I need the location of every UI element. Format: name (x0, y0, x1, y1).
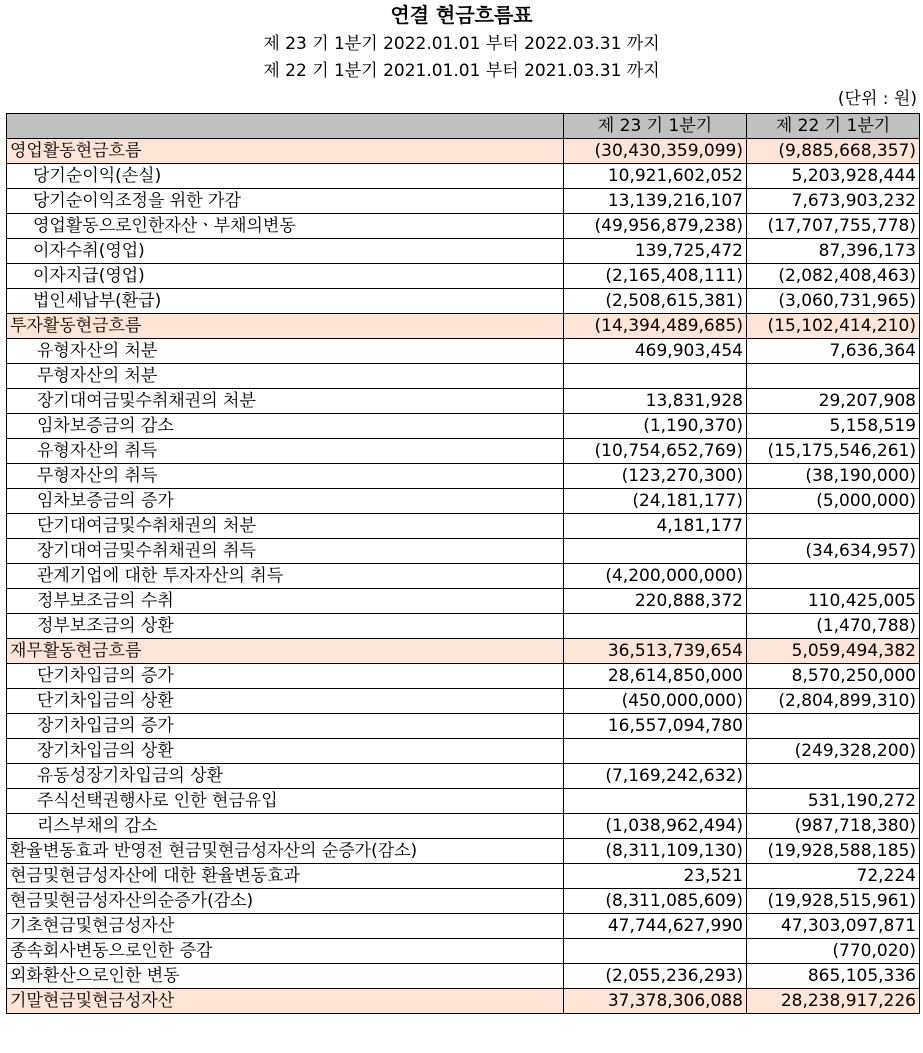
current-period-value: (8,311,085,609) (564, 889, 747, 914)
prior-period-value: (15,175,546,261) (747, 439, 920, 464)
row-label: 단기차입금의 증가 (7, 664, 564, 689)
prior-period-value: (2,082,408,463) (747, 264, 920, 289)
current-period-value (564, 739, 747, 764)
table-row (7, 589, 920, 614)
table-row (7, 814, 920, 839)
table-row (7, 539, 920, 564)
current-period-value: 36,513,739,654 (564, 639, 747, 664)
current-period-value: (450,000,000) (564, 689, 747, 714)
row-label: 기말현금및현금성자산 (7, 989, 564, 1014)
prior-period-value: (3,060,731,965) (747, 289, 920, 314)
current-period-value: 469,903,454 (564, 339, 747, 364)
prior-period-value: 8,570,250,000 (747, 664, 920, 689)
row-label: 임차보증금의 감소 (7, 414, 564, 439)
row-label: 영업활동으로인한자산ㆍ부채의변동 (7, 214, 564, 239)
statement-title: 연결 현금흐름표 (390, 3, 533, 27)
row-label: 유형자산의 처분 (7, 339, 564, 364)
row-label: 영업활동현금흐름 (7, 139, 564, 164)
current-period-value: (24,181,177) (564, 489, 747, 514)
prior-period-value: (19,928,588,185) (747, 839, 920, 864)
header-label-cell (7, 114, 564, 139)
current-period-value: (2,165,408,111) (564, 264, 747, 289)
current-period-value: (10,754,652,769) (564, 439, 747, 464)
table-row (7, 389, 920, 414)
current-period-value: (49,956,879,238) (564, 214, 747, 239)
prior-period-value: (15,102,414,210) (747, 314, 920, 339)
cash-flow-table (6, 113, 920, 1014)
table-row (7, 314, 920, 339)
prior-period-value: (249,328,200) (747, 739, 920, 764)
row-label: 장기대여금및수취채권의 처분 (7, 389, 564, 414)
table-row (7, 139, 920, 164)
current-period-value (564, 614, 747, 639)
row-label: 장기차입금의 증가 (7, 714, 564, 739)
table-row (7, 214, 920, 239)
period-current: 제 23 기 1분기 2022.01.01 부터 2022.03.31 까지 (263, 34, 660, 54)
current-period-value: (123,270,300) (564, 464, 747, 489)
table-row (7, 964, 920, 989)
row-label: 임차보증금의 증가 (7, 489, 564, 514)
current-period-value: 13,831,928 (564, 389, 747, 414)
current-period-value: (2,055,236,293) (564, 964, 747, 989)
row-label: 정부보조금의 수취 (7, 589, 564, 614)
prior-period-value: (19,928,515,961) (747, 889, 920, 914)
current-period-value (564, 364, 747, 389)
table-row (7, 339, 920, 364)
current-period-value: 28,614,850,000 (564, 664, 747, 689)
prior-period-value: (5,000,000) (747, 489, 920, 514)
current-period-value: (2,508,615,381) (564, 289, 747, 314)
row-label: 무형자산의 취득 (7, 464, 564, 489)
row-label: 환율변동효과 반영전 현금및현금성자산의 순증가(감소) (7, 839, 564, 864)
prior-period-value (747, 364, 920, 389)
table-row (7, 564, 920, 589)
table-row (7, 414, 920, 439)
current-period-value: 13,139,216,107 (564, 189, 747, 214)
prior-period-value: (9,885,668,357) (747, 139, 920, 164)
current-period-value (564, 539, 747, 564)
table-row (7, 989, 920, 1014)
current-period-value: 10,921,602,052 (564, 164, 747, 189)
table-row (7, 939, 920, 964)
prior-period-value: (38,190,000) (747, 464, 920, 489)
table-row (7, 714, 920, 739)
table-header-row (7, 114, 920, 139)
prior-period-value (747, 514, 920, 539)
prior-period-value: 7,673,903,232 (747, 189, 920, 214)
prior-period-value: 7,636,364 (747, 339, 920, 364)
table-row (7, 864, 920, 889)
table-row (7, 364, 920, 389)
prior-period-value (747, 714, 920, 739)
table-row (7, 914, 920, 939)
table-row (7, 489, 920, 514)
row-label: 단기차입금의 상환 (7, 689, 564, 714)
table-row (7, 264, 920, 289)
row-label: 정부보조금의 상환 (7, 614, 564, 639)
header-prior-period: 제 22 기 1분기 (747, 114, 920, 139)
current-period-value: (7,169,242,632) (564, 764, 747, 789)
table-row (7, 689, 920, 714)
row-label: 이자수취(영업) (7, 239, 564, 264)
current-period-value: (4,200,000,000) (564, 564, 747, 589)
row-label: 종속회사변동으로인한 증감 (7, 939, 564, 964)
row-label: 유형자산의 취득 (7, 439, 564, 464)
row-label: 리스부채의 감소 (7, 814, 564, 839)
table-row (7, 889, 920, 914)
prior-period-value: (770,020) (747, 939, 920, 964)
current-period-value: 47,744,627,990 (564, 914, 747, 939)
current-period-value: (1,190,370) (564, 414, 747, 439)
table-row (7, 164, 920, 189)
period-prior: 제 22 기 1분기 2021.01.01 부터 2021.03.31 까지 (263, 61, 660, 81)
row-label: 현금및현금성자산에 대한 환율변동효과 (7, 864, 564, 889)
current-period-value: 220,888,372 (564, 589, 747, 614)
table-row (7, 439, 920, 464)
row-label: 기초현금및현금성자산 (7, 914, 564, 939)
prior-period-value (747, 564, 920, 589)
prior-period-value: (34,634,957) (747, 539, 920, 564)
prior-period-value: (987,718,380) (747, 814, 920, 839)
row-label: 외화환산으로인한 변동 (7, 964, 564, 989)
row-label: 현금및현금성자산의순증가(감소) (7, 889, 564, 914)
row-label: 재무활동현금흐름 (7, 639, 564, 664)
row-label: 법인세납부(환급) (7, 289, 564, 314)
table-row (7, 739, 920, 764)
table-row (7, 764, 920, 789)
table-row (7, 664, 920, 689)
prior-period-value: (17,707,755,778) (747, 214, 920, 239)
row-label: 주식선택권행사로 인한 현금유입 (7, 789, 564, 814)
prior-period-value: (1,470,788) (747, 614, 920, 639)
prior-period-value: 865,105,336 (747, 964, 920, 989)
current-period-value: (1,038,962,494) (564, 814, 747, 839)
prior-period-value: 87,396,173 (747, 239, 920, 264)
row-label: 장기차입금의 상환 (7, 739, 564, 764)
current-period-value (564, 939, 747, 964)
table-row (7, 639, 920, 664)
current-period-value: (14,394,489,685) (564, 314, 747, 339)
current-period-value: 4,181,177 (564, 514, 747, 539)
current-period-value: 37,378,306,088 (564, 989, 747, 1014)
prior-period-value (747, 764, 920, 789)
row-label: 유동성장기차입금의 상환 (7, 764, 564, 789)
prior-period-value: 5,158,519 (747, 414, 920, 439)
current-period-value: (30,430,359,099) (564, 139, 747, 164)
prior-period-value: 5,059,494,382 (747, 639, 920, 664)
table-row (7, 614, 920, 639)
row-label: 관계기업에 대한 투자자산의 취득 (7, 564, 564, 589)
table-row (7, 464, 920, 489)
prior-period-value: 531,190,272 (747, 789, 920, 814)
current-period-value: 139,725,472 (564, 239, 747, 264)
prior-period-value: 5,203,928,444 (747, 164, 920, 189)
prior-period-value: 29,207,908 (747, 389, 920, 414)
prior-period-value: 47,303,097,871 (747, 914, 920, 939)
row-label: 당기순이익(손실) (7, 164, 564, 189)
table-row (7, 839, 920, 864)
table-row (7, 514, 920, 539)
current-period-value (564, 789, 747, 814)
row-label: 투자활동현금흐름 (7, 314, 564, 339)
prior-period-value: 72,224 (747, 864, 920, 889)
current-period-value: 16,557,094,780 (564, 714, 747, 739)
row-label: 당기순이익조정을 위한 가감 (7, 189, 564, 214)
table-row (7, 289, 920, 314)
current-period-value: 23,521 (564, 864, 747, 889)
prior-period-value: (2,804,899,310) (747, 689, 920, 714)
unit-label: (단위 : 원) (837, 89, 917, 109)
header-current-period: 제 23 기 1분기 (564, 114, 747, 139)
table-row (7, 239, 920, 264)
prior-period-value: 28,238,917,226 (747, 989, 920, 1014)
current-period-value: (8,311,109,130) (564, 839, 747, 864)
row-label: 단기대여금및수취채권의 처분 (7, 514, 564, 539)
table-row (7, 189, 920, 214)
row-label: 무형자산의 처분 (7, 364, 564, 389)
row-label: 장기대여금및수취채권의 취득 (7, 539, 564, 564)
prior-period-value: 110,425,005 (747, 589, 920, 614)
table-row (7, 789, 920, 814)
row-label: 이자지급(영업) (7, 264, 564, 289)
